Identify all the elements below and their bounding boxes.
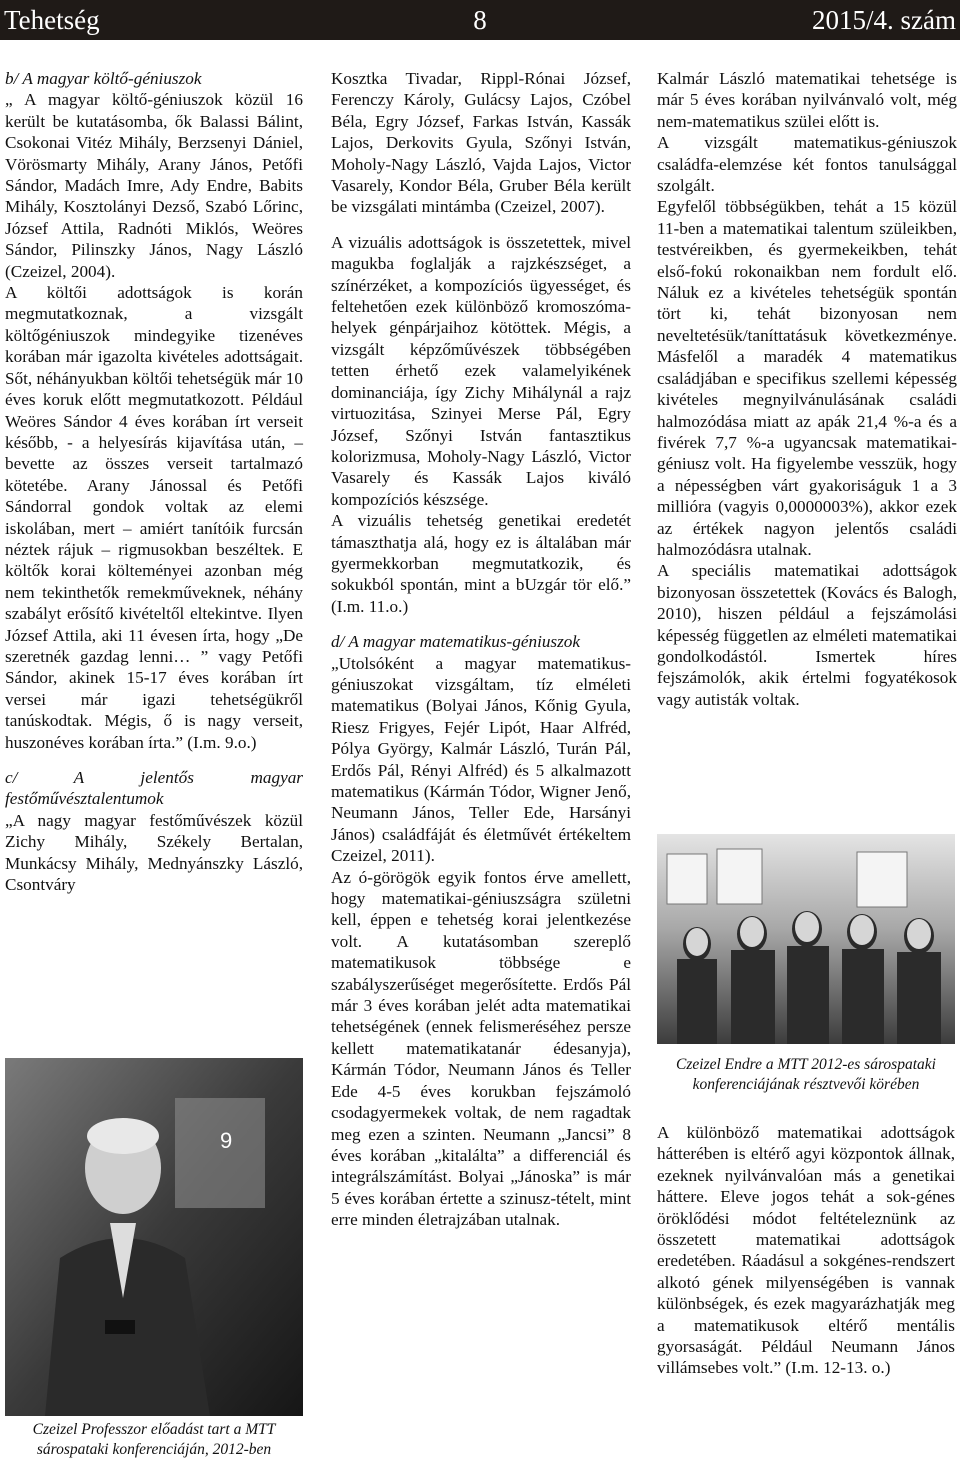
paragraph: „ A magyar költő-géniuszok közül 16 került be kutatásomba, ők Balassi Bálint, Csokonai Vitéz Mihály, Berzsenyi Dániel, Vörösmarty Mihály, Arany János, Petőfi Sándor, Madách Imre, Ady Endre, Babits Mihály, Kosztolányi Dezső, Szabó Lőrinc, József Attila, Radnóti Miklós, Weöres Sándor, Pilinszky János, Nagy László (Czeizel, 2004). xyxy=(5,90,303,281)
lecturer-photo-graphic xyxy=(5,1058,303,1416)
column-3 xyxy=(657,68,957,710)
photo-conference-group xyxy=(657,834,955,1044)
section-heading-c: c/ A jelentős magyar festőművésztalentumok xyxy=(5,768,303,809)
paragraph: A speciális matematikai adottságok bizonyosan összetettek (Kovács és Balogh, 2010), hiszen például a fejszámolási képesség független az elméleti matematikai gondolkodástól. Ismertek híres fejszámolók, akik értelmi fogyatékosok vagy autisták voltak. xyxy=(657,561,957,709)
paragraph: A vizuális tehetség genetikai eredetét támaszthatja alá, hogy ez is általában már gyermekkorban megmutatkozik, és sokukból spontán, mint a bUzgár tör elő.” (I.m. 11.o.) xyxy=(331,511,631,616)
page-number: 8 xyxy=(473,5,487,35)
paragraph: Kosztka Tivadar, Rippl-Rónai József, Ferenczy Károly, Gulácsy Lajos, Czóbel Béla, Egry József, Farkas István, Kassák Lajos, Derkovits Gyula, Szőnyi István, Moholy-Nagy László, Vajda Lajos, Victor Vasarely, Kondor Béla, Gruber Béla került be vizsgálati mintámba (Czeizel, 2007). xyxy=(331,69,631,217)
paragraph: „Utolsóként a magyar matematikus-géniuszokat vizsgáltam, tíz elméleti matematikus (Bolyai János, Kőnig Gyula, Riesz Frigyes, Fejér Lipót, Haar Alfréd, Pólya György, Kalmár László, Turán Pál, Erdős Pál, Rényi Alfréd) és 5 alkalmazott matematikus (Kármán Tódor, Wigner Jenő, Neumann János, Teller Ede, Harsányi János) családfáját és életművét értékeltem Czeizel, 2011). xyxy=(331,653,631,866)
column-2 xyxy=(331,68,631,1231)
paragraph: A vizsgált matematikus-géniuszok családfa-elemzése két fontos tanulsággal szolgált. xyxy=(657,133,957,196)
issue-number: 2015/4. szám xyxy=(812,5,956,35)
paragraph: „A nagy magyar festőművészek közül Zichy Mihály, Székely Bertalan, Munkácsy Mihály, Mednyánszky László, Csontváry xyxy=(5,810,303,895)
photo-caption-2: Czeizel Endre a MTT 2012-es sárospataki konferenciájának résztvevői körében xyxy=(676,1056,936,1093)
paragraph: A költői adottságok is korán megmutatkoznak, a vizsgált költőgéniuszok mindegyike tizenéves korában már igazolta kivételes adottságait. Sőt, néhányukban költői tehetségük már 10 éves koruk előtt megmutatkozott. Például Weöres Sándor 4 éves korában írt verseit később, - a helyesírás kijavítása után, – bevette az összes verseit tartalmazó kötetébe. Arany Jánossal és Petőfi Sándorral gondok voltak az elemi iskolában, mert – amiért tanítóik furcsán néztek rájuk – rigmusokban beszéltek. E költők korai költeményei azonban még nem tekinthetők remekműveknek, néhány szabályt erősítő kivételtől eltekintve. Ilyen József Attila, aki 11 évesen írta, hogy „De szeretnék gazdag lenni… ” vagy Petőfi Sándor, akinek 15-17 éves korában írt versei már igazi tehetségükről tanúskodtak. Mégis, ő is nagy verseit, huszonéves korában írta.” (I.m. 9.o.) xyxy=(5,283,303,752)
section-heading-d: d/ A magyar matematikus-géniuszok xyxy=(331,632,581,652)
column-1 xyxy=(5,68,303,895)
paragraph: Egyfelől többségükben, tehát a 15 közül 11-ben a matematikai talentum szüleikben, testvéreikben, és gyermekeikben, tehát első-fokú rokonaikban nem fordult elő. Náluk ez a kivételes tehetségük spontán tört ki, tehát bizonyosan nem neveltetésük/taníttatásuk következménye. Másfelől a maradék 4 matematikus családjában e specifikus szellemi képesség kivételes megnyilvánulásának családi halmozódása miatt az apák 21,4 %-a és a fivérek 7,7 %-a ugyancsak matematikai-géniusz volt. Ha figyelembe vesszük, hogy a népességben várt gyakoriságuk 1 a 3 millióra (vagyis 0,0000003%), akkor ezek az értékek nagyon jelentős családi halmozódásra utalnak. xyxy=(657,197,957,559)
paragraph: A különböző matematikai adottságok hátterében is eltérő agyi központok állnak, ezeknek nyilvánvalóan más a genetikai háttere. Eleve jogos tehát a sok-génes öröklődési módot feltételeznünk az összetett matematikai adottságok eredetében. Ráadásul a sokgénes-rendszert alkotó gének milyenségében is vannak különbségek, és ezek magyarázhatják meg a matematikusok eltérő mentális gyorsaságát. Például Neumann János villámsebes volt.” (I.m. 12-13. o.) xyxy=(657,1123,955,1378)
page-header xyxy=(0,0,960,40)
sign-number: 9 xyxy=(220,1128,233,1153)
paragraph: Kalmár László matematikai tehetsége is már 5 éves korában nyilvánvaló volt, még nem-matematikus szülei előtt is. xyxy=(657,69,957,131)
column-3-continued xyxy=(657,1122,955,1379)
journal-title: Tehetség xyxy=(4,5,100,35)
photo-caption-1: Czeizel Professzor előadást tart a MTT sárospataki konferenciáján, 2012-ben xyxy=(32,1421,276,1458)
group-photo-graphic xyxy=(657,834,955,1044)
paragraph: A vizuális adottságok is összetettek, mivel magukba foglalják a rajzkészséget, a színérzéket, a kompozíciós ügyességet, és feltehetően ezek különböző kromoszóma-helyek génpárjaihoz kötöttek. Mégis, a vizsgált képzőművészek többségében tetten érhető ezek valamelyikének dominanciája, így Zichy Mihálynál a rajz virtuozitása, Szinyei Merse Pál, Egry József, Szőnyi István fantasztikus kolorizmusa, Moholy-Nagy László, Victor Vasarely és Kassák Lajos kiváló kompozíciós készsége. xyxy=(331,232,631,509)
section-heading-b: b/ A magyar költő-géniuszok xyxy=(5,69,202,88)
paragraph: Az ó-görögök egyik fontos érve amellett, hogy matematikai-géniuszságra születni kell, éppen e tehetség korai jelentkezése volt. A kutatásomban szereplő matematikusok többsége e szabályszerűséget megerősítette. Erdős Pál már 3 éves korában jelét adta matematikai tehetségének (ennek felismeréséhez persze kellett matematikatanár édesanyja), Kármán Tódor, Neumann János és Teller Ede 4-5 éves korukban fejszámoló csodagyermekek voltak, de nem ragadtak meg ezen a szinten. Neumann „Jancsi” 8 éves korában „kitalálta” a differenciál és integrálszámítást. Bolyai „Jánoska” is már 5 éves korában értette a szinusz-tételt, mint erre minden életrajzában utalnak. xyxy=(331,867,631,1230)
photo-lecturer xyxy=(5,1058,303,1416)
